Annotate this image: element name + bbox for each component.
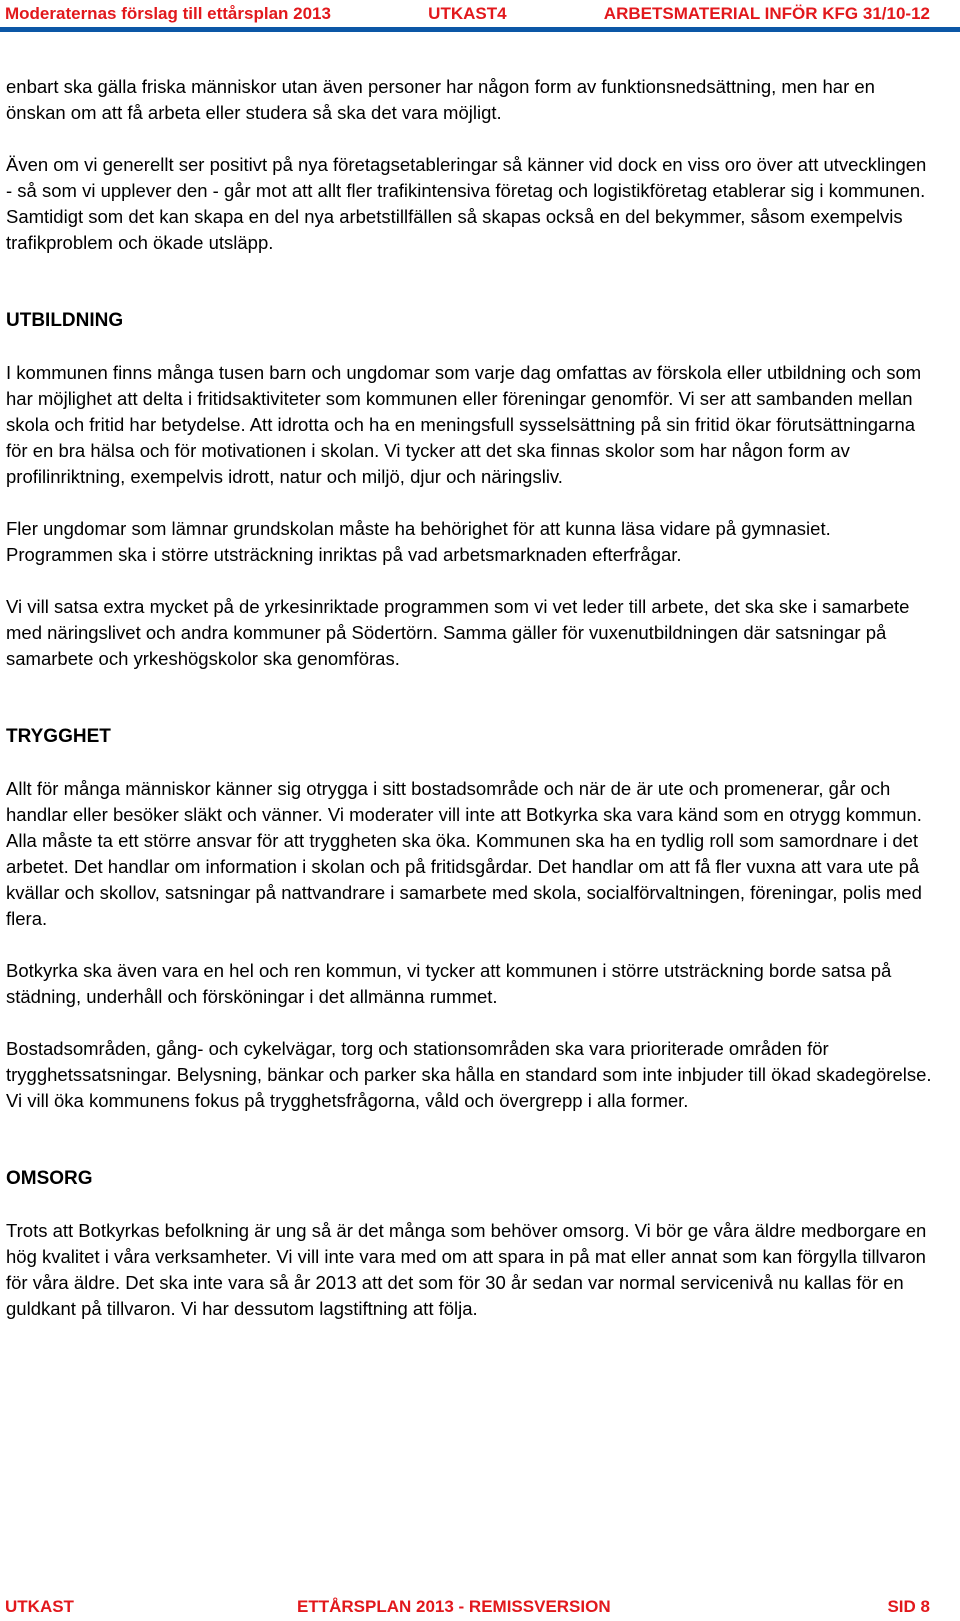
- utbildning-paragraph-1: I kommunen finns många tusen barn och ungdomar som varje dag omfattas av förskola eller utbildning och som har möjlighet att delta i fritidsaktiviteter som kommunen eller föreningar genomför. Vi ser att sambanden mellan skola och fritid har betydelse. Att idrotta och ha en meningsfull sysselsättning på sin fritid ökar förutsättningarna för en bra hälsa och för motivationen i skolan. Vi tycker att det ska finnas skolor som har någon form av profilinriktning, exempelvis idrott, natur och miljö, djur och näringsliv.: [6, 362, 922, 487]
- footer-draft-label: UTKAST: [5, 1597, 74, 1616]
- header-working-material-label: ARBETSMATERIAL INFÖR KFG 31/10-12: [603, 4, 930, 23]
- utbildning-paragraph-3: Vi vill satsa extra mycket på de yrkesinriktade programmen som vi vet leder till arbete, det ska ske i samarbete med näringslivet och andra kommuner på Södertörn. Samma gäller för vuxenutbildningen där satsningar på samarbete och yrkeshögskolor ska genomföras.: [6, 596, 910, 669]
- section-heading-utbildning: UTBILDNING: [6, 310, 124, 331]
- trygghet-paragraph-1: Allt för många människor känner sig otrygga i sitt bostadsområde och när de är ute och promenerar, går och handlar eller besöker släkt och vänner. Vi moderater vill inte att Botkyrka ska vara känd som en otrygg kommun. Alla måste ta ett större ansvar för att tryggheten ska öka. Kommunen ska ha en tydlig roll som samordnare i det arbetet. Det handlar om information i skolan och på fritidsgårdar. Det handlar om att få fler vuxna att vara ute på kvällar och skollov, satsningar på nattvandrare i samarbete med skola, socialförvaltningen, föreningar, polis med flera.: [6, 778, 922, 929]
- page-header: [5, 3, 930, 25]
- page-footer: [5, 1597, 930, 1617]
- footer-page-number: SID 8: [887, 1597, 930, 1616]
- intro-paragraph-2: Även om vi generellt ser positivt på nya företagsetableringar så känner vid dock en viss oro över att utvecklingen - så som vi upplever den - går mot att allt fler trafikintensiva företag och logistikföretag etablerar sig i kommunen. Samtidigt som det kan skapa en del nya arbetstillfällen så skapas också en del bekymmer, såsom exempelvis trafikproblem och ökade utsläpp.: [6, 154, 927, 253]
- section-heading-trygghet: TRYGGHET: [6, 726, 111, 747]
- intro-paragraph-1: enbart ska gälla friska människor utan även personer har någon form av funktionsnedsättning, men har en önskan om att få arbeta eller studera så ska det vara möjligt.: [6, 76, 875, 123]
- utbildning-paragraph-2: Fler ungdomar som lämnar grundskolan måste ha behörighet för att kunna läsa vidare på gymnasiet. Programmen ska i större utsträckning inriktas på vad arbetsmarknaden efterfrågar.: [6, 518, 831, 565]
- trygghet-paragraph-3: Bostadsområden, gång- och cykelvägar, torg och stationsområden ska vara prioriterade områden för trygghetssatsningar. Belysning, bänkar och parker ska hålla en standard som inte inbjuder till ökad skadegörelse. Vi vill öka kommunens fokus på trygghetsfrågorna, våld och övergrepp i alla former.: [6, 1038, 932, 1111]
- footer-document-version: ETTÅRSPLAN 2013 - REMISSVERSION: [297, 1597, 611, 1616]
- header-divider: [0, 27, 960, 32]
- header-document-title: Moderaternas förslag till ettårsplan 2013: [5, 4, 331, 23]
- trygghet-paragraph-2: Botkyrka ska även vara en hel och ren kommun, vi tycker att kommunen i större utsträckning borde satsa på städning, underhåll och försköningar i det allmänna rummet.: [6, 960, 892, 1007]
- omsorg-paragraph-1: Trots att Botkyrkas befolkning är ung så är det många som behöver omsorg. Vi bör ge våra äldre medborgare en hög kvalitet i våra verksamheter. Vi vill inte vara med om att spara in på mat eller annat som kan förgylla tillvaron för våra äldre. Det ska inte vara så år 2013 att det som för 30 år sedan var normal servicenivå nu kallas för en guldkant på tillvaron. Vi har dessutom lagstiftning att följa.: [6, 1220, 927, 1319]
- document-body: [6, 74, 932, 1348]
- header-draft-label: UTKAST4: [428, 4, 507, 23]
- section-heading-omsorg: OMSORG: [6, 1168, 93, 1189]
